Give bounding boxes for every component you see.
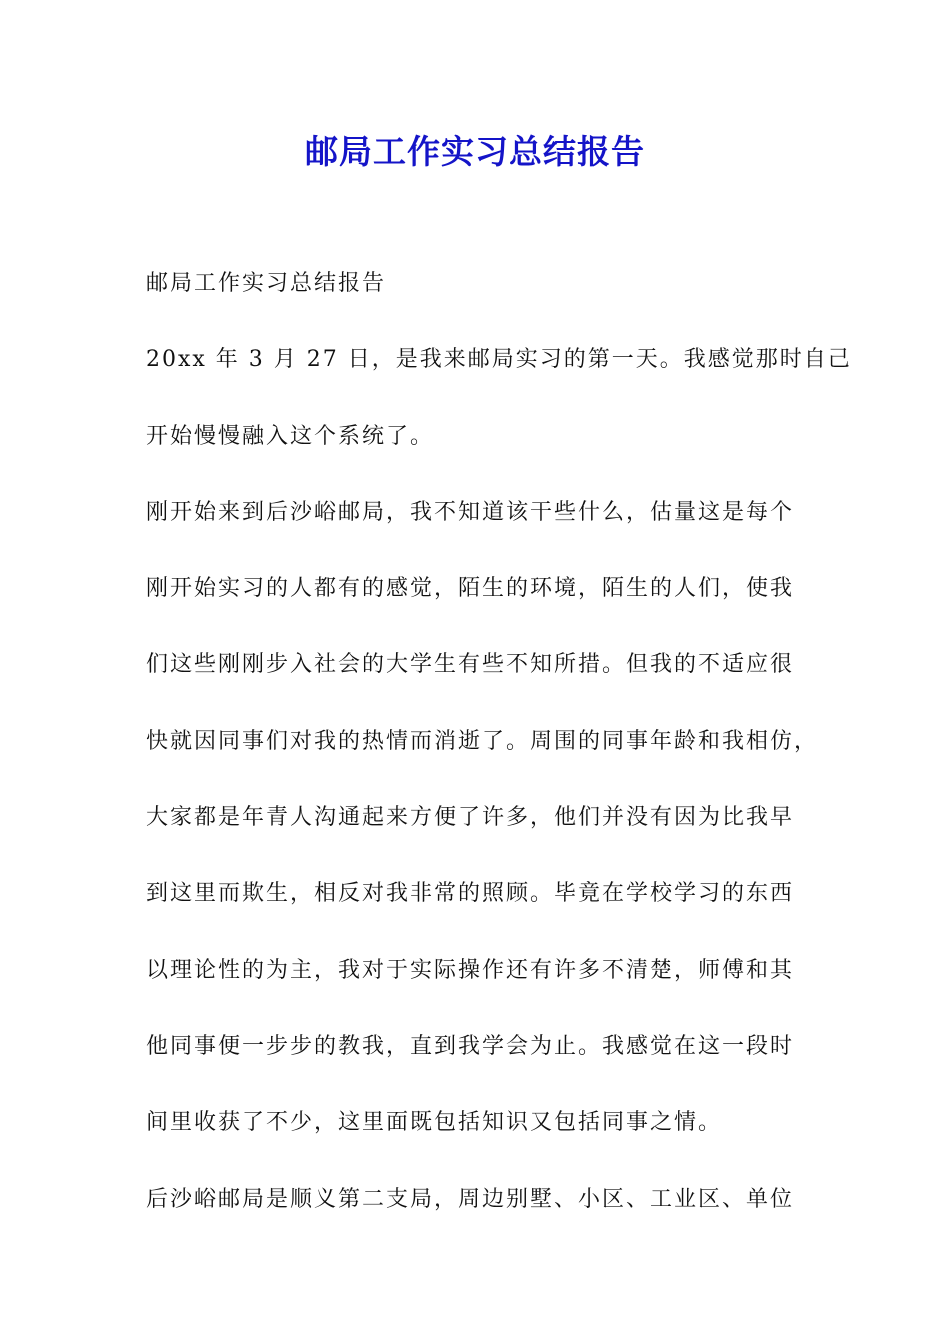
body-line: 以理论性的为主，我对于实际操作还有许多不清楚，师傅和其 xyxy=(146,957,795,983)
body-line: 到这里而欺生，相反对我非常的照顾。毕竟在学校学习的东西 xyxy=(146,881,795,907)
body-line: 们这些刚刚步入社会的大学生有些不知所措。但我的不适应很 xyxy=(146,652,795,678)
body-line: 大家都是年青人沟通起来方便了许多，他们并没有因为比我早 xyxy=(146,805,795,831)
body-line: 20xx 年 3 月 27 日，是我来邮局实习的第一天。我感觉那时自己 xyxy=(146,347,852,373)
body-line: 刚开始来到后沙峪邮局，我不知道该干些什么，估量这是每个 xyxy=(146,499,795,525)
body-line: 开始慢慢融入这个系统了。 xyxy=(146,423,435,449)
body-line: 邮局工作实习总结报告 xyxy=(146,271,387,296)
body-line: 他同事便一步步的教我，直到我学会为止。我感觉在这一段时 xyxy=(146,1033,795,1059)
body-line: 间里收获了不少，这里面既包括知识又包括同事之情。 xyxy=(146,1110,723,1136)
document-title: 邮局工作实习总结报告 xyxy=(305,132,645,171)
body-line: 刚开始实习的人都有的感觉，陌生的环境，陌生的人们，使我 xyxy=(146,576,795,602)
body-line: 后沙峪邮局是顺义第二支局，周边别墅、小区、工业区、单位 xyxy=(146,1186,795,1212)
document-body xyxy=(146,259,852,1251)
body-line: 快就因同事们对我的热情而消逝了。周围的同事年龄和我相仿， xyxy=(146,728,819,754)
